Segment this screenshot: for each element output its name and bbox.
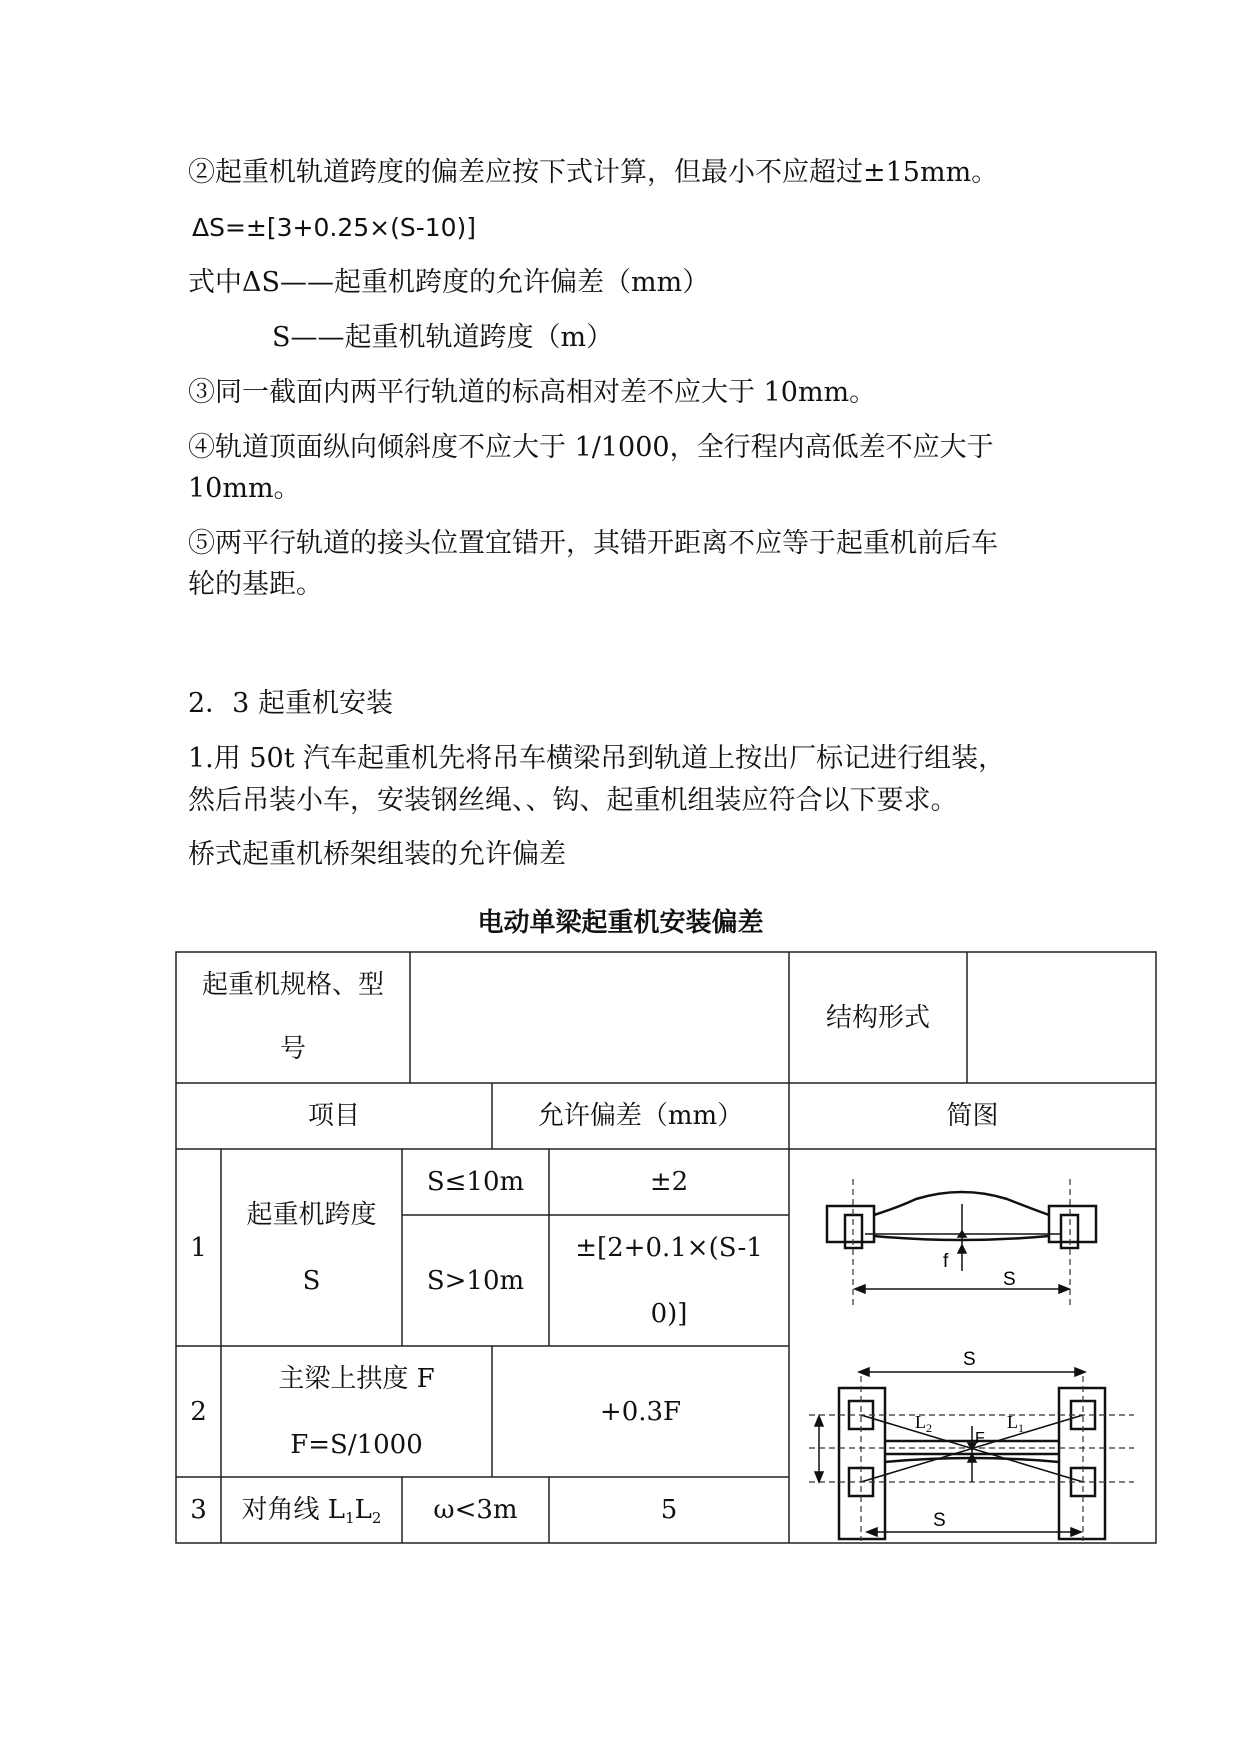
table-title: 电动单梁起重机安装偏差 <box>477 908 764 938</box>
header-tolerance: 允许偏差（mm） <box>537 1101 744 1131</box>
row1-cond1: S≤10m <box>426 1167 525 1197</box>
formula-note-1: 式中ΔS——起重机跨度的允许偏差（mm） <box>188 267 710 298</box>
camber-diagram-l2: $L_2$ <box>915 1412 932 1435</box>
row1-tol2: ±[2+0.1×(S-1 0)] <box>575 1233 763 1329</box>
paragraph-joints-b: 轮的基距。 <box>188 569 323 600</box>
paragraph-slope-a: ④轨道顶面纵向倾斜度不应大于 1/1000，全行程内高低差不应大于 <box>188 432 994 463</box>
camber-diagram <box>789 1346 1156 1543</box>
paragraph-slope-b: 10mm。 <box>188 473 301 504</box>
row2-no: 2 <box>190 1397 207 1427</box>
paragraph-joints-a: ⑤两平行轨道的接头位置宜错开，其错开距离不应等于起重机前后车 <box>188 528 998 559</box>
row2-tol: +0.3F <box>599 1397 682 1427</box>
row3-item: 对角线 $L_1L_2$ <box>241 1495 382 1527</box>
span-diagram-s-label: S <box>1003 1269 1016 1290</box>
camber-diagram-f-label: F <box>975 1430 985 1447</box>
row2-item: 主梁上拱度 F F=S/1000 <box>278 1364 435 1460</box>
paragraph-install-a: 1.用 50t 汽车起重机先将吊车横梁吊到轨道上按出厂标记进行组装， <box>188 743 1006 774</box>
formula-note-2: S——起重机轨道跨度（m） <box>272 322 614 353</box>
spec-label: 起重机规格、型 号 <box>201 970 384 1064</box>
row1-tol1: ±2 <box>649 1167 689 1197</box>
row3-no: 3 <box>190 1495 207 1525</box>
formula: ΔS=±[3+0.25×(S-10)] <box>192 213 477 242</box>
structure-label: 结构形式 <box>825 1003 930 1033</box>
header-diagram: 简图 <box>946 1101 999 1131</box>
section-heading: 2．3 起重机安装 <box>188 688 393 719</box>
camber-diagram-l1: $L_1$ <box>1007 1412 1024 1435</box>
camber-diagram-s-top: S <box>963 1349 976 1370</box>
row1-no: 1 <box>190 1233 207 1263</box>
span-diagram-f-label: f <box>943 1251 949 1272</box>
paragraph-install-b: 然后吊装小车，安装钢丝绳、、钩、起重机组装应符合以下要求。 <box>188 785 958 816</box>
header-item: 项目 <box>307 1101 360 1131</box>
table-caption: 桥式起重机桥架组装的允许偏差 <box>188 839 566 870</box>
paragraph-elevation: ③同一截面内两平行轨道的标高相对差不应大于 10mm。 <box>188 377 877 408</box>
row1-item: 起重机跨度 S <box>246 1200 377 1296</box>
row1-cond2: S>10m <box>426 1266 525 1296</box>
row3-cond: ω<3m <box>433 1495 518 1525</box>
span-diagram <box>789 1149 1156 1346</box>
paragraph-span-deviation: ②起重机轨道跨度的偏差应按下式计算，但最小不应超过±15mm。 <box>188 157 999 188</box>
camber-diagram-s-bottom: S <box>933 1510 946 1531</box>
row3-tol: 5 <box>660 1495 678 1525</box>
